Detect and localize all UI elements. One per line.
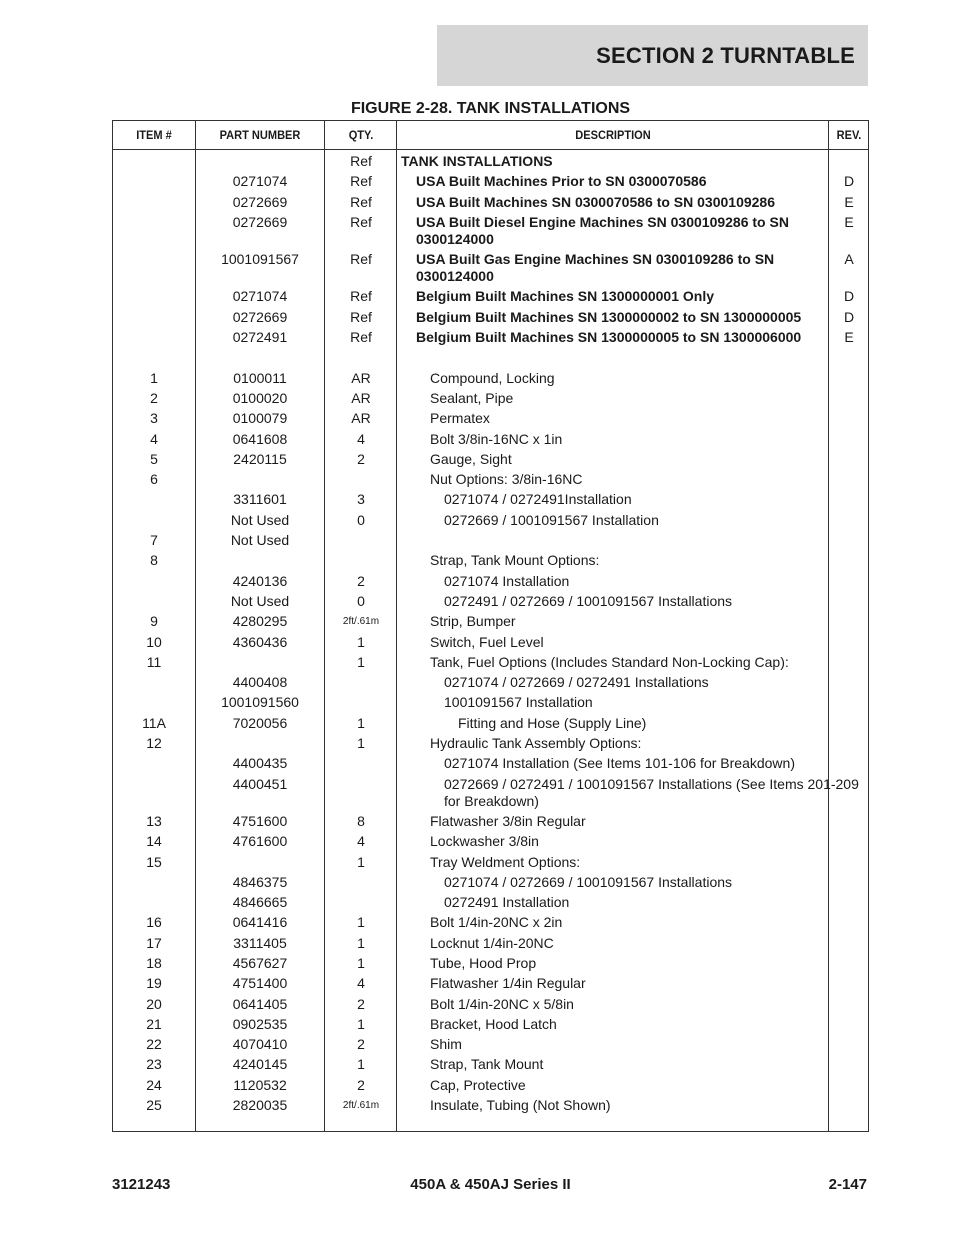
table-row [113, 491, 868, 508]
item-number-cell: 14 [146, 833, 162, 850]
table-row [113, 1036, 868, 1053]
footer-doc-number: 3121243 [112, 1176, 171, 1193]
table-row [113, 329, 868, 346]
description-cell: Gauge, Sight [430, 450, 512, 467]
description-cell: Insulate, Tubing (Not Shown) [430, 1097, 611, 1114]
quantity-cell: 2 [357, 1076, 365, 1093]
quantity-cell: 0 [357, 592, 365, 609]
description-cell: Bolt 1/4in-20NC x 2in [430, 914, 563, 931]
footer-page-number: 2-147 [828, 1176, 867, 1193]
description-cell: Sealant, Pipe [430, 389, 514, 406]
table-row [113, 776, 868, 810]
description-cell: Compound, Locking [430, 369, 555, 386]
quantity-cell: 1 [357, 853, 365, 870]
quantity-cell: 0 [357, 511, 365, 528]
part-number-cell: 4070410 [232, 1036, 288, 1053]
revision-cell: E [844, 193, 854, 210]
quantity-cell: Ref [350, 308, 372, 325]
table-row [113, 552, 868, 569]
description-cell: Bracket, Hood Latch [430, 1015, 557, 1032]
item-number-cell: 9 [150, 613, 158, 630]
description-cell: Strap, Tank Mount [430, 1056, 544, 1073]
description-cell: Locknut 1/4in-20NC [430, 934, 554, 951]
table-row [113, 674, 868, 691]
description-cell: Hydraulic Tank Assembly Options: [430, 735, 642, 752]
description-cell: Permatex [430, 410, 490, 427]
quantity-cell: Ref [350, 251, 372, 268]
part-number-cell: 0641405 [232, 995, 288, 1012]
item-number-cell: 20 [146, 995, 162, 1012]
item-number-cell: 24 [146, 1076, 162, 1093]
table-row [113, 894, 868, 911]
table-row [113, 1016, 868, 1033]
description-cell: Bolt 3/8in-16NC x 1in [430, 430, 563, 447]
item-number-cell: 1 [150, 369, 158, 386]
item-number-cell: 11A [142, 714, 166, 731]
part-number-cell: 0272491 [232, 329, 288, 346]
table-row [113, 975, 868, 992]
table-row [113, 955, 868, 972]
quantity-cell: 1 [357, 1015, 365, 1032]
item-number-cell: 15 [146, 853, 162, 870]
table-row [113, 735, 868, 752]
footer-model: 450A & 450AJ Series II [410, 1176, 571, 1193]
description-cell: Fitting and Hose (Supply Line) [458, 714, 647, 731]
table-row [113, 914, 868, 931]
table-row [113, 532, 868, 549]
part-number-cell: 0272669 [232, 213, 288, 230]
description-cell: Cap, Protective [430, 1076, 526, 1093]
parts-table [112, 120, 869, 1132]
item-number-cell: 18 [146, 954, 162, 971]
quantity-cell: 4 [357, 975, 365, 992]
part-number-cell: Not Used [230, 532, 290, 549]
section-header [437, 25, 868, 86]
description-cell: 0272491 / 0272669 / 1001091567 Installations [444, 592, 733, 609]
part-number-cell: 7020056 [232, 714, 288, 731]
description-cell: USA Built Diesel Engine Machines SN 0300109286 to SN 0300124000 [416, 213, 789, 247]
description-cell: USA Built Gas Engine Machines SN 0300109286 to SN 0300124000 [416, 251, 775, 285]
part-number-cell: 4360436 [232, 633, 288, 650]
description-cell: Tray Weldment Options: [430, 853, 581, 870]
item-number-cell: 3 [150, 410, 158, 427]
table-row [113, 755, 868, 772]
part-number-cell: 0272669 [232, 193, 288, 210]
quantity-cell: 1 [357, 914, 365, 931]
part-number-cell: 0271074 [232, 173, 288, 190]
revision-cell: A [844, 251, 854, 268]
part-number-cell: Not Used [230, 592, 290, 609]
table-row [113, 715, 868, 732]
table-row [113, 634, 868, 651]
part-number-cell: 1001091560 [221, 694, 299, 711]
header-divider [113, 149, 868, 150]
part-number-cell: 4240145 [232, 1056, 288, 1073]
table-row [113, 694, 868, 711]
quantity-cell: 1 [357, 653, 365, 670]
quantity-cell: 2ft/.61m [342, 616, 380, 628]
item-number-cell: 16 [146, 914, 162, 931]
description-cell: Belgium Built Machines SN 1300000005 to SN 1300006000 [416, 329, 802, 346]
part-number-cell: 0272669 [232, 308, 288, 325]
description-cell: Strap, Tank Mount Options: [430, 552, 600, 569]
item-number-cell: 6 [150, 471, 158, 488]
quantity-cell: AR [351, 389, 371, 406]
quantity-cell: 4 [357, 833, 365, 850]
table-row [113, 431, 868, 448]
column-header-rev: REV. [836, 128, 862, 142]
part-number-cell: Not Used [230, 511, 290, 528]
table-row [113, 573, 868, 590]
table-row [113, 593, 868, 610]
part-number-cell: 4400435 [232, 755, 288, 772]
part-number-cell: 4751600 [232, 812, 288, 829]
table-row [113, 349, 868, 366]
quantity-cell: 2 [357, 1036, 365, 1053]
description-cell: Nut Options: 3/8in-16NC [430, 471, 583, 488]
part-number-cell: 4567627 [232, 954, 288, 971]
part-number-cell: 4400408 [232, 674, 288, 691]
item-number-cell: 22 [146, 1036, 162, 1053]
table-row [113, 410, 868, 427]
quantity-cell: Ref [350, 153, 372, 169]
quantity-cell: 1 [357, 633, 365, 650]
description-cell: Strip, Bumper [430, 613, 516, 630]
part-number-cell: 0100011 [233, 369, 287, 386]
part-number-cell: 0271074 [232, 288, 288, 305]
column-header-description: DESCRIPTION [575, 128, 651, 142]
table-row [113, 613, 868, 630]
table-row [113, 996, 868, 1013]
quantity-cell: 2 [357, 450, 365, 467]
table-row [113, 512, 868, 529]
table-row [113, 251, 868, 285]
item-number-cell: 13 [146, 812, 162, 829]
description-cell: Lockwasher 3/8in [430, 833, 539, 850]
revision-cell: E [844, 213, 854, 230]
quantity-cell: 2ft/.61m [342, 1100, 380, 1112]
part-number-cell: 0641416 [232, 914, 288, 931]
revision-cell: D [843, 288, 855, 305]
item-number-cell: 17 [146, 934, 162, 951]
quantity-cell: 1 [357, 735, 365, 752]
table-row [113, 833, 868, 850]
part-number-cell: 1001091567 [221, 251, 299, 268]
item-number-cell: 8 [150, 552, 158, 569]
item-number-cell: 5 [150, 450, 158, 467]
table-row [113, 935, 868, 952]
column-header-part-number: PART NUMBER [219, 128, 301, 142]
description-cell: USA Built Machines SN 0300070586 to SN 0300109286 [416, 193, 776, 210]
part-number-cell: 4751400 [232, 975, 288, 992]
quantity-cell: AR [351, 410, 371, 427]
quantity-cell: 1 [357, 954, 365, 971]
part-number-cell: 1120532 [233, 1076, 287, 1093]
column-header-item: ITEM # [136, 128, 172, 142]
table-row [113, 194, 868, 211]
item-number-cell: 21 [146, 1015, 162, 1032]
description-cell: Bolt 1/4in-20NC x 5/8in [430, 995, 574, 1012]
part-number-cell: 4846665 [232, 894, 288, 911]
description-cell: 0271074 / 0272669 / 0272491 Installations [444, 674, 709, 691]
part-number-cell: 3311405 [233, 934, 287, 951]
item-number-cell: 11 [146, 653, 162, 670]
table-row [113, 1077, 868, 1094]
quantity-cell: Ref [350, 329, 372, 346]
quantity-cell: Ref [350, 173, 372, 190]
item-number-cell: 25 [146, 1097, 162, 1114]
quantity-cell: 3 [357, 491, 365, 508]
item-number-cell: 7 [150, 532, 158, 549]
revision-cell: D [843, 173, 855, 190]
description-cell: TANK INSTALLATIONS [401, 153, 553, 169]
table-row [113, 813, 868, 830]
description-cell: 0271074 Installation (See Items 101-106 for Breakdown) [444, 755, 795, 772]
part-number-cell: 4280295 [232, 613, 288, 630]
part-number-cell: 2420115 [233, 450, 287, 467]
table-body [113, 153, 868, 1117]
quantity-cell: 1 [357, 934, 365, 951]
description-cell: 0271074 / 0272491Installation [444, 491, 632, 508]
table-row [113, 1056, 868, 1073]
description-cell: USA Built Machines Prior to SN 0300070586 [416, 173, 707, 190]
item-number-cell: 12 [146, 735, 162, 752]
table-row [113, 654, 868, 671]
quantity-cell: Ref [350, 213, 372, 230]
quantity-cell: 1 [357, 714, 365, 731]
description-cell: Belgium Built Machines SN 1300000002 to SN 1300000005 [416, 308, 802, 325]
description-cell [401, 349, 821, 366]
item-number-cell: 10 [146, 633, 162, 650]
description-cell: Shim [430, 1036, 462, 1053]
description-cell: Belgium Built Machines SN 1300000001 Only [416, 288, 715, 305]
quantity-cell: 8 [357, 812, 365, 829]
item-number-cell: 19 [146, 975, 162, 992]
table-row [113, 309, 868, 326]
part-number-cell: 0100020 [232, 389, 288, 406]
description-cell: 0272669 / 0272491 / 1001091567 Installations (See Items 201-209 for Breakdown) [444, 775, 859, 809]
revision-cell: E [844, 329, 854, 346]
revision-cell: D [843, 308, 855, 325]
description-cell: 1001091567 Installation [444, 694, 593, 711]
part-number-cell: 3311601 [233, 491, 287, 508]
figure-title: FIGURE 2-28. TANK INSTALLATIONS [350, 100, 631, 117]
part-number-cell: 4761600 [232, 833, 288, 850]
table-row [113, 854, 868, 871]
table-row [113, 173, 868, 190]
part-number-cell: 2820035 [232, 1097, 288, 1114]
description-cell: Flatwasher 3/8in Regular [430, 812, 586, 829]
part-number-cell: 0902535 [232, 1015, 288, 1032]
table-row [113, 874, 868, 891]
quantity-cell: Ref [350, 193, 372, 210]
table-row [113, 451, 868, 468]
quantity-cell: 1 [357, 1056, 365, 1073]
quantity-cell: 4 [357, 430, 365, 447]
table-row [113, 471, 868, 488]
description-cell: 0272669 / 1001091567 Installation [444, 511, 659, 528]
item-number-cell: 4 [150, 430, 158, 447]
description-cell: Tube, Hood Prop [430, 954, 537, 971]
table-row [113, 1097, 868, 1114]
item-number-cell: 2 [150, 389, 158, 406]
description-cell: Tank, Fuel Options (Includes Standard Non-Locking Cap): [430, 653, 789, 670]
table-row [113, 214, 868, 248]
table-row [113, 153, 868, 170]
description-cell: 0271074 / 0272669 / 1001091567 Installations [444, 873, 733, 890]
quantity-cell: Ref [350, 288, 372, 305]
section-title: SECTION 2 TURNTABLE [596, 43, 855, 68]
item-number-cell: 23 [146, 1056, 162, 1073]
description-cell: 0272491 Installation [444, 894, 570, 911]
quantity-cell: AR [351, 369, 371, 386]
table-row [113, 370, 868, 387]
table-row [113, 390, 868, 407]
part-number-cell: 0641608 [232, 430, 288, 447]
description-cell: Flatwasher 1/4in Regular [430, 975, 586, 992]
table-row [113, 288, 868, 305]
description-cell [401, 532, 850, 549]
column-header-qty: QTY. [348, 128, 374, 142]
part-number-cell: 4240136 [232, 572, 288, 589]
part-number-cell: 4400451 [232, 775, 288, 792]
description-cell: Switch, Fuel Level [430, 633, 544, 650]
part-number-cell: 4846375 [232, 873, 288, 890]
quantity-cell: 2 [357, 572, 365, 589]
quantity-cell: 2 [357, 995, 365, 1012]
part-number-cell: 0100079 [232, 410, 288, 427]
description-cell: 0271074 Installation [444, 572, 570, 589]
